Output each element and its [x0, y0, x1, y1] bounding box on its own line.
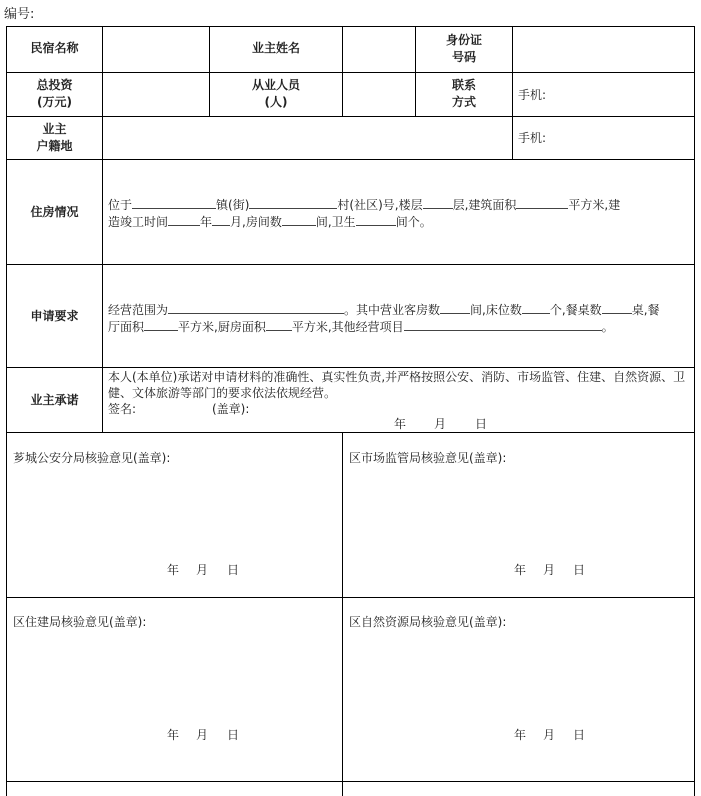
commitment-text: 本人(本单位)承诺对申请材料的准确性、真实性负责,并严格按照公安、消防、市场监管、住建、自然资源、卫健、文体旅游等部门的要求依法依规经营。: [108, 370, 686, 400]
id-card-label: 身份证 号码: [445, 33, 482, 64]
natural-resources-review-field[interactable]: [343, 636, 694, 726]
market-review-day: 日: [573, 563, 586, 577]
housing-bureau-review-label: 区住建局核验意见(盖章):: [13, 615, 147, 629]
domicile-field[interactable]: [103, 117, 512, 159]
homestay-name-label: 民宿名称: [30, 41, 79, 55]
market-review-field[interactable]: [343, 471, 694, 561]
homestay-name-field[interactable]: [103, 27, 209, 72]
market-review-month: 月: [543, 563, 556, 577]
total-investment-field[interactable]: [103, 73, 209, 116]
housing-text: [108, 196, 690, 230]
owner-name-field[interactable]: [343, 27, 415, 72]
application-text: [108, 301, 690, 335]
domicile-label: 业主 户籍地: [36, 122, 73, 153]
natural-resources-review-day: 日: [573, 728, 586, 742]
staff-count-field[interactable]: [343, 73, 415, 116]
commitment-year: 年: [394, 417, 407, 431]
commitment-day: 日: [475, 417, 488, 431]
mobile-label-row2: 手机:: [518, 88, 547, 102]
seal-label: (盖章):: [212, 402, 250, 416]
market-review-year: 年: [514, 563, 527, 577]
commitment-month: 月: [434, 417, 447, 431]
mobile-field-row3[interactable]: [554, 120, 690, 156]
owner-name-label: 业主姓名: [251, 41, 300, 55]
natural-resources-review-year: 年: [514, 728, 527, 742]
application-line-1: 经营范围为 。其中营业客房数 间,床位数 个,餐桌数 桌,餐: [108, 303, 660, 317]
police-review-month: 月: [196, 563, 209, 577]
housing-line-2: 造竣工时间 年 月,房间数 间,卫生 间个。: [108, 215, 432, 229]
police-review-field[interactable]: [7, 471, 341, 561]
housing-label: 住房情况: [30, 205, 79, 219]
mobile-field-row2[interactable]: [554, 76, 690, 112]
police-review-year: 年: [167, 563, 180, 577]
police-review-day: 日: [227, 563, 240, 577]
contact-label: 联系 方式: [451, 78, 476, 109]
application-line-2: 厅面积 平方米,厨房面积 平方米,其他经营项目 。: [108, 320, 614, 334]
police-review-label: 芗城公安分局核验意见(盖章):: [13, 451, 171, 465]
housing-bureau-review-day: 日: [227, 728, 240, 742]
market-review-label: 区市场监管局核验意见(盖章):: [349, 451, 507, 465]
commitment-label: 业主承诺: [30, 393, 79, 407]
housing-bureau-review-field[interactable]: [7, 636, 341, 726]
application-form-table: [6, 26, 695, 796]
natural-resources-review-label: 区自然资源局核验意见(盖章):: [349, 615, 507, 629]
application-label: 申请要求: [30, 309, 79, 323]
housing-line-1: 位于 镇(街) 村(社区)号,楼层 层,建筑面积 平方米,建: [108, 198, 621, 212]
housing-bureau-review-year: 年: [167, 728, 180, 742]
id-card-field[interactable]: [513, 27, 694, 72]
staff-count-label: 从业人员 (人): [251, 78, 300, 109]
serial-number-label: 编号:: [4, 7, 35, 22]
natural-resources-review-month: 月: [543, 728, 556, 742]
mobile-label-row3: 手机:: [518, 131, 547, 145]
total-investment-label: 总投资 (万元): [36, 78, 73, 109]
signature-label: 签名:: [108, 402, 137, 416]
housing-bureau-review-month: 月: [196, 728, 209, 742]
